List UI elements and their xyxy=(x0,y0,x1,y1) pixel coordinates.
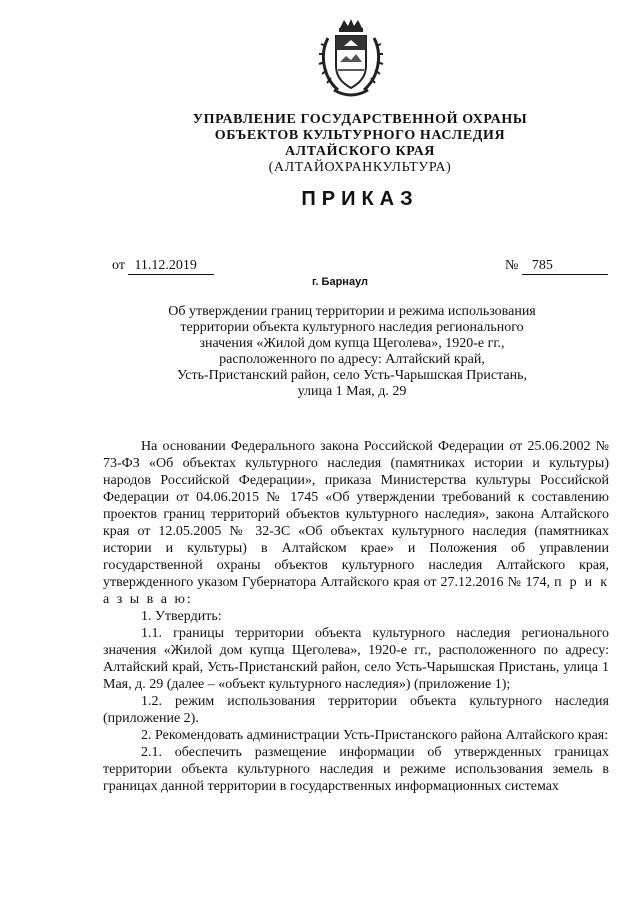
date-prefix: от xyxy=(112,258,125,273)
org-name-line-3: АЛТАЙСКОГО КРАЯ xyxy=(284,144,436,159)
order-word: п р и к а з ы в а ю: xyxy=(103,575,609,607)
subject-line: улица 1 Мая, д. 29 xyxy=(297,384,407,399)
item-2: 2. Рекомендовать администрации Усть-Пристанского района Алтайского края: xyxy=(141,728,609,743)
date-value: 11.12.2019 xyxy=(128,258,214,275)
order-body xyxy=(103,438,609,795)
number-field xyxy=(505,258,608,275)
order-subject xyxy=(142,304,562,400)
item-1: 1. Утвердить: xyxy=(141,609,222,624)
item-2-1: 2.1. обеспечить размещение информации об утвержденных границах территории объекта культурного наследия и режиме использования земель в границах данной территории в государственных информационных системах xyxy=(103,745,609,794)
document-type-title: ПРИКАЗ xyxy=(301,188,419,210)
subject-line: значения «Жилой дом купца Щеголева», 1920-е гг., xyxy=(199,336,505,351)
item-1-1: 1.1. границы территории объекта культурного наследия регионального значения «Жилой дом купца Щеголева», 1920-е гг., расположенного по адресу: Алтайский край, Усть-Пристанский район, село Усть-Чарышская Пристань, улица 1 Мая, д. 29 (далее – «объект культурного наследия») (приложение 1); xyxy=(103,626,609,692)
subject-line: Об утверждении границ территории и режима использования xyxy=(168,304,536,319)
number-prefix: № xyxy=(505,258,519,273)
preamble-paragraph xyxy=(103,438,609,608)
coat-of-arms-icon xyxy=(318,18,384,100)
date-field xyxy=(112,258,214,275)
preamble-text: На основании Федерального закона Российской Федерации от 25.06.2002 № 73-ФЗ «Об объектах культурного наследия (памятниках истории и культуры) народов Российской Федерации», приказа Министерства культуры Российской Федерации от 04.06.2015 № 1745 «Об утверждении требований к составлению проектов границ территорий объектов культурного наследия», закона Алтайского края от 12.05.2005 № 32-ЗС «Об объектах культурного наследия (памятниках истории и культуры) в Алтайском крае» и Положения об управлении государственной охраны объектов культурного наследия Алтайского края, утвержденного указом Губернатора Алтайского края от 27.12.2016 № 174, xyxy=(103,439,609,590)
subject-line: расположенного по адресу: Алтайский край, xyxy=(219,352,485,367)
city-label: г. Барнаул xyxy=(311,276,369,288)
subject-line: территории объекта культурного наследия регионального xyxy=(180,320,524,335)
number-value: 785 xyxy=(522,258,608,275)
org-name-line-1: УПРАВЛЕНИЕ ГОСУДАРСТВЕННОЙ ОХРАНЫ xyxy=(192,112,528,127)
item-1-2: 1.2. режим использования территории объекта культурного наследия (приложение 2). xyxy=(103,694,609,726)
org-short-name: (АЛТАЙОХРАНКУЛЬТУРА) xyxy=(268,160,452,175)
subject-line: Усть-Пристанский район, село Усть-Чарышская Пристань, xyxy=(177,368,527,383)
org-name-line-2: ОБЪЕКТОВ КУЛЬТУРНОГО НАСЛЕДИЯ xyxy=(214,128,506,143)
